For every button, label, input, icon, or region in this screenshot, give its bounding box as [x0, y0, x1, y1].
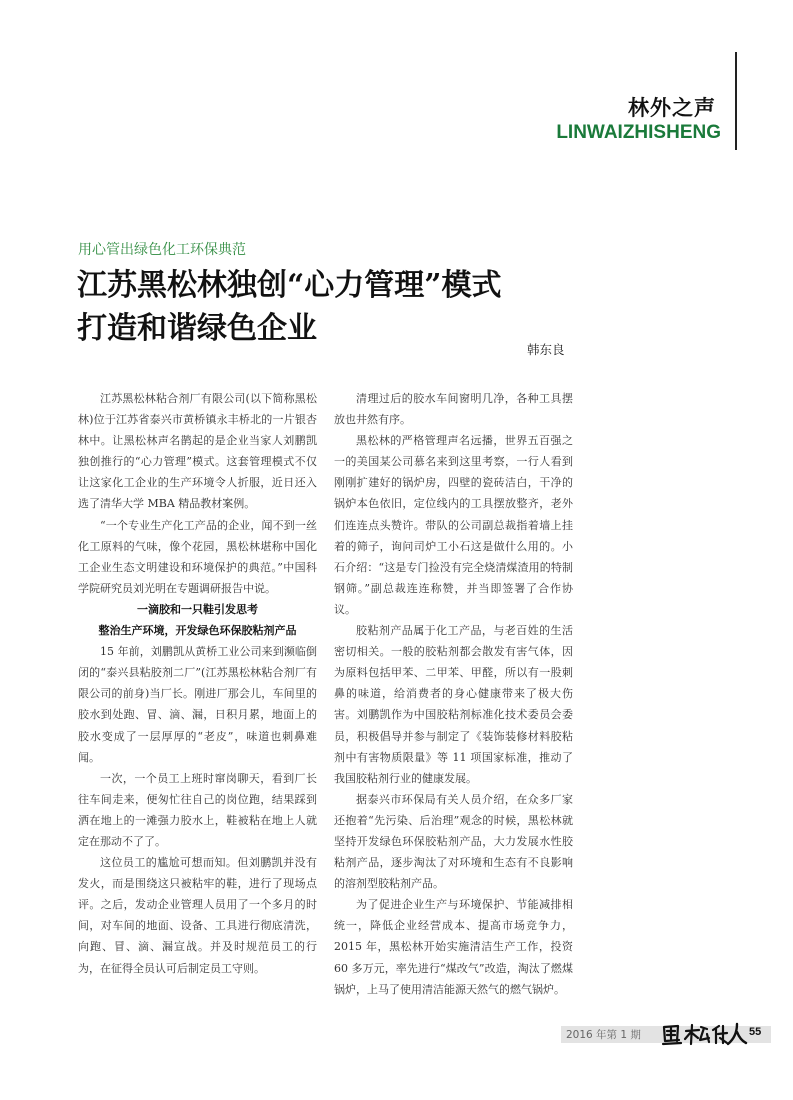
body-paragraph: 为了促进企业生产与环境保护、节能减排相统一，降低企业经营成本、提高市场竞争力，2015 年，黑松林开始实施清洁生产工作，投资 60 多万元，率先进行“煤改气”改造，淘汰了燃煤锅炉，上马了使用清洁能源天然气的燃气锅炉。 — [334, 898, 573, 996]
section-heading: 整治生产环境，开发绿色环保胶粘剂产品 — [98, 624, 297, 638]
article-author: 韩东良 — [527, 342, 565, 357]
body-column-right — [334, 388, 573, 1000]
column-name-english: LINWAIZHISHENG — [556, 122, 721, 143]
body-paragraph: 胶粘剂产品属于化工产品，与老百姓的生活密切相关。一般的胶粘剂都会散发有害气体，因为原料包括甲苯、二甲苯、甲醛，所以有一股刺鼻的味道，给消费者的身心健康带来了极大伤害。刘鹏凯作为中国胶粘剂标准化技术委员会委员，积极倡导并参与制定了《装饰装修材料胶粘剂中有害物质限量》等 11 项国家标准，推动了我国胶粘剂行业的健康发展。 — [334, 624, 573, 785]
body-paragraph: 15 年前，刘鹏凯从黄桥工业公司来到濒临倒闭的“泰兴县粘胶剂二厂”(江苏黑松林粘合剂厂有限公司的前身)当厂长。刚进厂那会儿，车间里的胶水到处跑、冒、滴、漏，日积月累，地面上的胶水变成了一层厚厚的“老皮”，味道也刺鼻难闻。 — [78, 645, 317, 764]
body-paragraph: 这位员工的尴尬可想而知。但刘鹏凯并没有发火，而是围绕这只被粘牢的鞋，进行了现场点评。之后，发动企业管理人员用了一个多月的时间，对车间的地面、设备、工具进行彻底清洗，向跑、冒、滴、漏宣战。并及时规范员工的行为，在征得全员认可后制定员工守则。 — [78, 856, 317, 975]
section-heading: 一滴胶和一只鞋引发思考 — [137, 602, 258, 616]
header-divider — [735, 52, 737, 150]
body-paragraph: 清理过后的胶水车间窗明几净，各种工具摆放也井然有序。 — [334, 392, 573, 427]
body-paragraph: 据泰兴市环保局有关人员介绍，在众多厂家还抱着“先污染、后治理”观念的时候，黑松林就坚持开发绿色环保胶粘剂产品，大力发展水性胶粘剂产品，逐步淘汰了对环境和生态有不良影响的溶剂型胶粘剂产品。 — [334, 792, 573, 891]
magazine-logo-icon — [661, 1022, 747, 1046]
body-paragraph: 江苏黑松林粘合剂厂有限公司(以下简称黑松林)位于江苏省泰兴市黄桥镇永丰桥北的一片银杏林中。让黑松林声名鹊起的是企业当家人刘鹏凯独创推行的“心力管理”模式。这套管理模式不仅让这家化工企业的生产环境令人折服，近日还入选了清华大学 MBA 精品教材案例。 — [78, 392, 317, 511]
body-paragraph: “一个专业生产化工产品的企业，闻不到一丝化工原料的气味，像个花园，黑松林堪称中国化工企业生态文明建设和环境保护的典范。”中国科学院研究员刘光明在专题调研报告中说。 — [78, 518, 317, 595]
issue-label: 2016 年第 1 期 — [566, 1029, 641, 1041]
body-column-left — [78, 388, 317, 979]
body-paragraph: 一次，一个员工上班时窜岗聊天，看到厂长往车间走来，便匆忙往自己的岗位跑，结果踩到洒在地上的一滩强力胶水上，鞋被粘在地上人就定在那动不了了。 — [78, 771, 317, 848]
article-title-line-1: 江苏黑松林独创“心力管理”模式 — [77, 268, 502, 303]
page-number: 55 — [749, 1026, 762, 1038]
body-paragraph: 黑松林的严格管理声名远播，世界五百强之一的美国某公司慕名来到这里考察，一行人看到刚刚扩建好的锅炉房，四壁的瓷砖洁白，干净的锅炉本色依旧，定位线内的工具摆放整齐，老外们连连点头赞许。带队的公司副总裁指着墙上挂着的筛子，询问司炉工小石这是做什么用的。小石介绍：“这是专门捡没有完全烧清煤渣用的特制钢筛。”副总裁连连称赞，并当即签署了合作协议。 — [334, 434, 573, 616]
article-title — [77, 264, 502, 350]
article-kicker: 用心管出绿色化工环保典范 — [78, 242, 246, 258]
column-name: 林外之声 — [628, 96, 716, 120]
article-title-line-2: 打造和谐绿色企业 — [77, 311, 317, 346]
